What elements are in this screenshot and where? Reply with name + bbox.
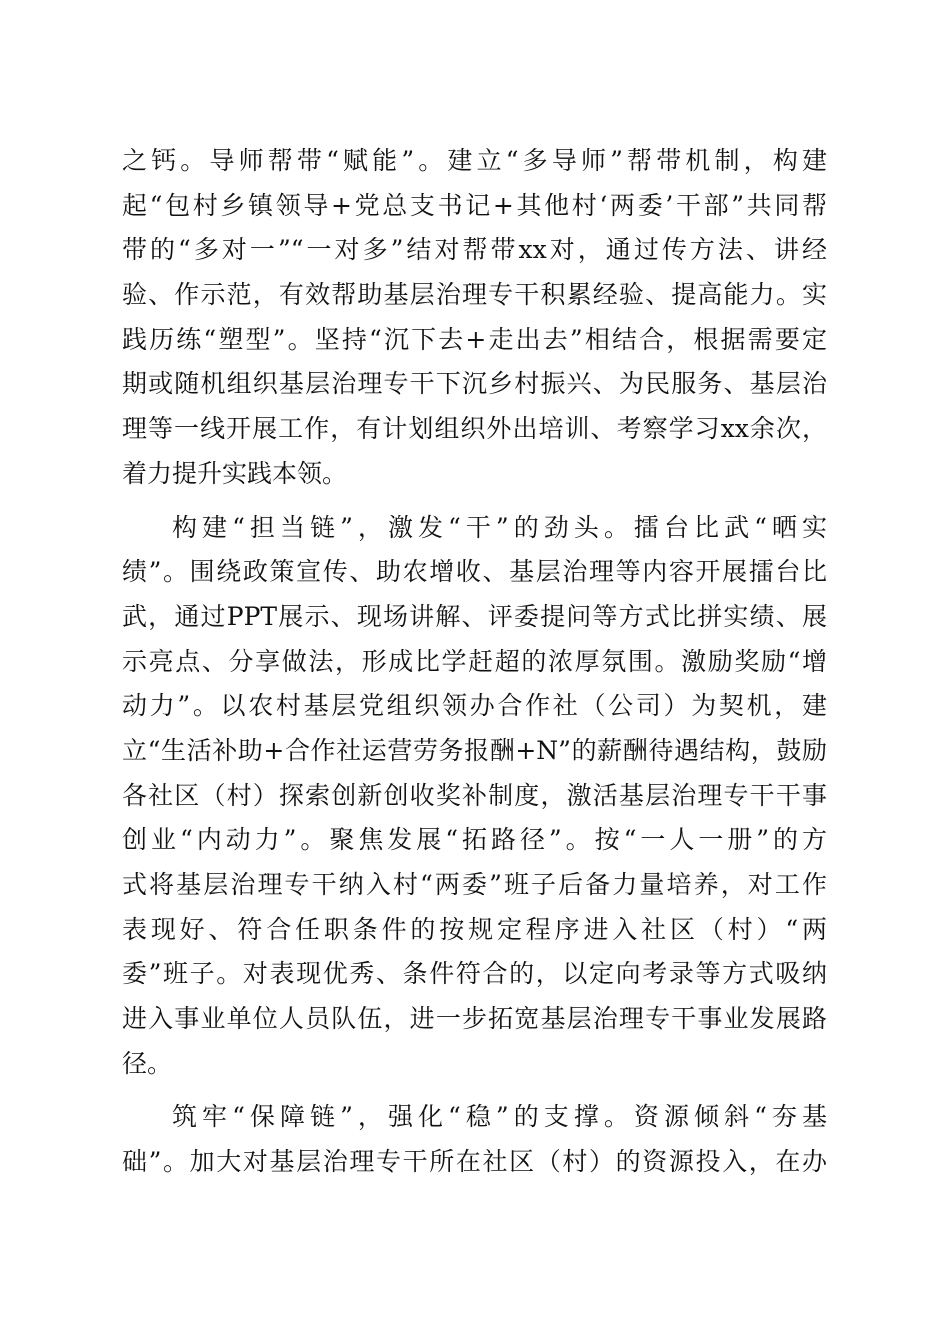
paragraph <box>122 139 827 497</box>
text-line: 各社区（村）探索创新创收奖补制度，激活基层治理专干干事 <box>122 780 827 810</box>
document-body <box>122 139 827 1185</box>
text-line: 进入事业单位人员队伍，进一步拓宽基层治理专干事业发展路 <box>122 1004 827 1034</box>
text-line: 础”。加大对基层治理专干所在社区（村）的资源投入，在办 <box>122 1147 827 1177</box>
text-line: 验、作示范，有效帮助基层治理专干积累经验、提高能力。实 <box>122 280 827 310</box>
text-line: 表现好、符合任职条件的按规定程序进入社区（村）“两 <box>122 914 827 944</box>
text-line: 式将基层治理专干纳入村“两委”班子后备力量培养，对工作 <box>122 870 827 899</box>
text-line: 着力提升实践本领。 <box>122 458 348 488</box>
text-line: 示亮点、分享做法，形成比学赶超的浓厚氛围。激励奖励“增 <box>122 646 827 676</box>
text-line: 径。 <box>122 1048 173 1078</box>
text-line: 动力”。以农村基层党组织领办合作社（公司）为契机，建 <box>122 691 827 721</box>
text-line: 构建“担当链”，激发“干”的劲头。擂台比武“晒实 <box>172 512 827 542</box>
text-line: 期或随机组织基层治理专干下沉乡村振兴、为民服务、基层治 <box>122 369 827 399</box>
paragraph <box>122 506 827 1087</box>
text-line: 立“生活补助+合作社运营劳务报酬+N”的薪酬待遇结构，鼓励 <box>122 735 827 765</box>
text-line: 创业“内动力”。聚焦发展“拓路径”。按“一人一册”的方 <box>122 825 827 855</box>
text-line: 武，通过PPT展示、现场讲解、评委提问等方式比拼实绩、展 <box>122 601 827 631</box>
text-line: 起“包村乡镇领导+党总支书记+其他村‘两委’干部”共同帮 <box>122 190 827 220</box>
paragraph <box>122 1095 827 1184</box>
text-line: 绩”。围绕政策宣传、助农增收、基层治理等内容开展擂台比 <box>122 557 827 587</box>
text-line: 之钙。导师帮带“赋能”。建立“多导师”帮带机制，构建 <box>122 146 827 175</box>
text-line: 践历练“塑型”。坚持“沉下去+走出去”相结合，根据需要定 <box>122 324 827 354</box>
text-line: 带的“多对一”“一对多”结对帮带xx对，通过传方法、讲经 <box>122 235 827 265</box>
text-line: 委”班子。对表现优秀、条件符合的，以定向考录等方式吸纳 <box>122 959 827 989</box>
text-line: 理等一线开展工作，有计划组织外出培训、考察学习xx余次， <box>122 414 827 444</box>
text-line: 筑牢“保障链”，强化“稳”的支撑。资源倾斜“夯基 <box>172 1102 827 1132</box>
